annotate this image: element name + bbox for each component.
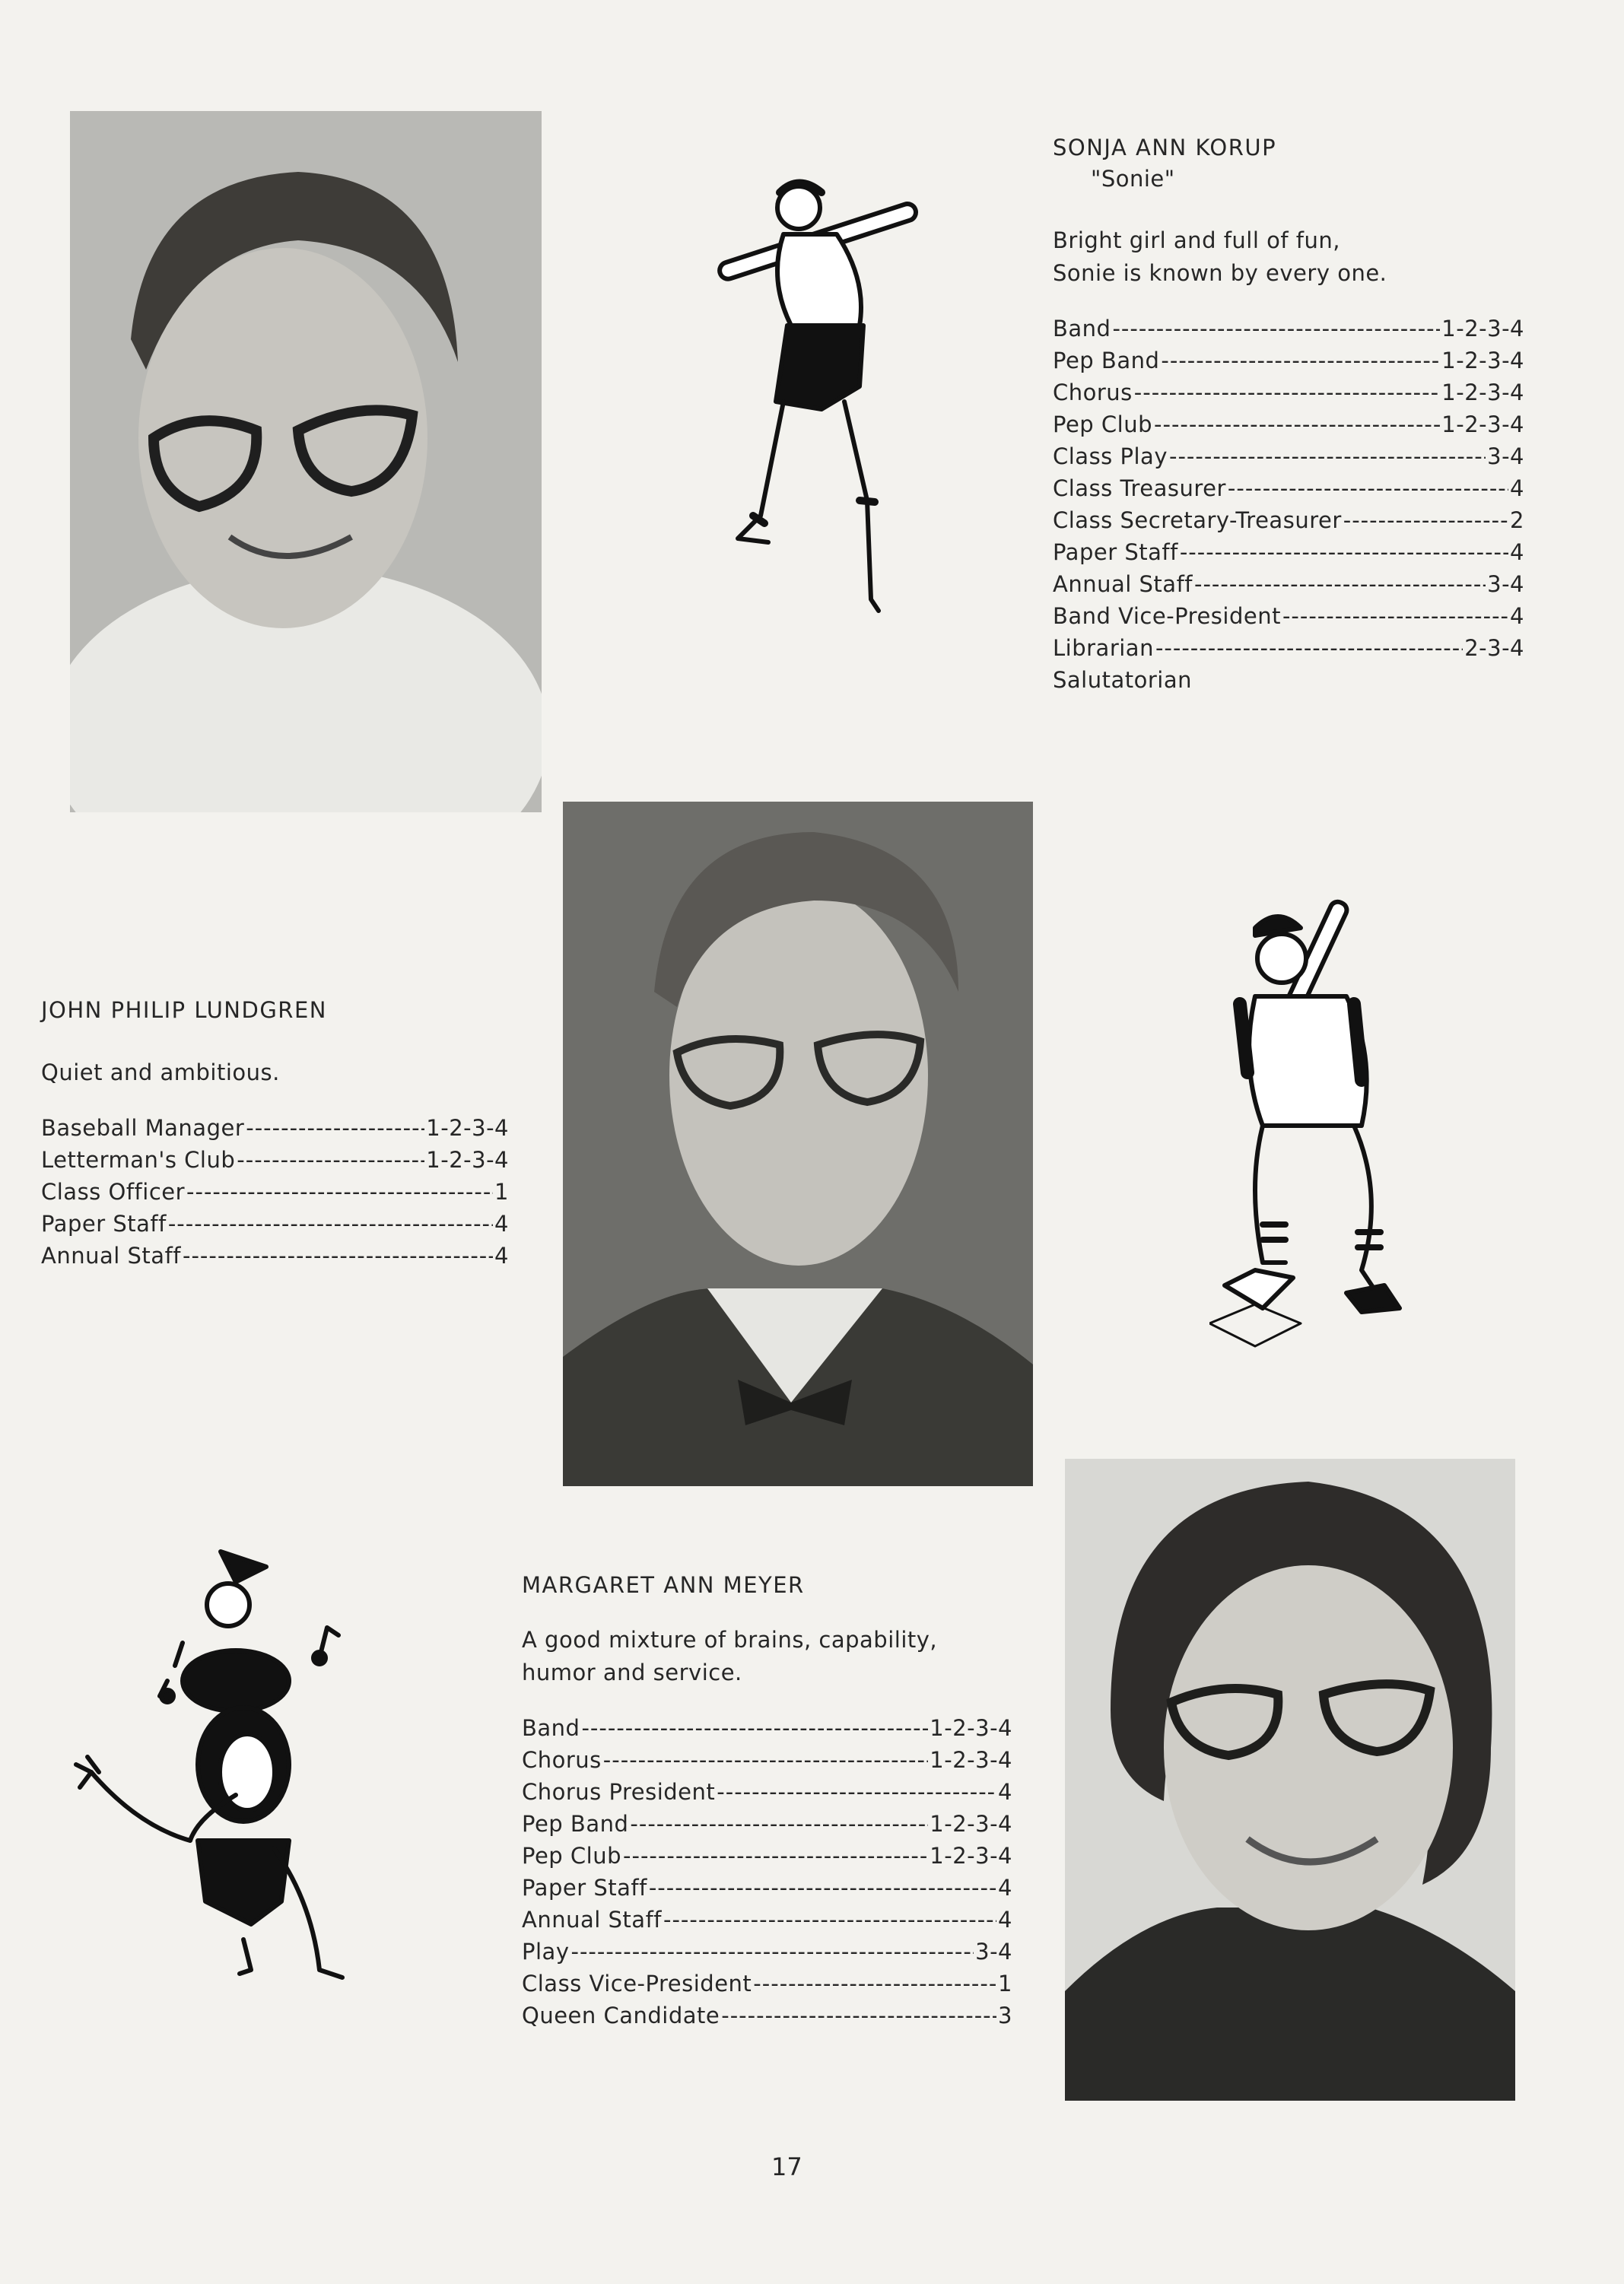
activity-row <box>522 1776 1012 1808</box>
student-blurb: Quiet and ambitious. <box>41 1059 280 1085</box>
activity-label: Chorus <box>1053 380 1133 405</box>
activity-row <box>41 1144 509 1176</box>
activity-row <box>41 1112 509 1144</box>
activity-row <box>522 1808 1012 1840</box>
page-number: 17 <box>771 2152 802 2181</box>
activity-label: Paper Staff <box>522 1875 647 1901</box>
activity-years: 1-2-3-4 <box>930 1843 1012 1869</box>
student-honor: Salutatorian <box>1053 667 1193 693</box>
activity-row <box>1053 600 1524 632</box>
activity-years: 4 <box>998 1779 1012 1805</box>
activity-label: Band <box>1053 316 1111 341</box>
portrait-sonja-korup <box>70 111 542 812</box>
activity-row <box>1053 376 1524 408</box>
activity-years: 1-2-3-4 <box>930 1715 1012 1741</box>
activity-label: Paper Staff <box>1053 539 1178 565</box>
activity-years: 4 <box>1510 475 1524 501</box>
activity-label: Class Officer <box>41 1179 186 1205</box>
activity-list <box>41 1112 509 1272</box>
activity-row <box>522 1840 1012 1872</box>
activity-years: 3-4 <box>1487 571 1524 597</box>
activity-years: 4 <box>998 1907 1012 1933</box>
activity-row <box>1053 440 1524 472</box>
activity-label: Paper Staff <box>41 1211 167 1237</box>
activity-years: 2-3-4 <box>1464 635 1524 661</box>
activity-years: 2 <box>1510 507 1524 533</box>
activity-label: Baseball Manager <box>41 1115 245 1141</box>
honor-row <box>1053 664 1524 696</box>
activity-label: Letterman's Club <box>41 1147 236 1173</box>
activity-row <box>522 2000 1012 2031</box>
student-blurb: A good mixture of brains, capability, humor and service. <box>522 1627 938 1685</box>
activity-years: 1 <box>494 1179 509 1205</box>
activity-row <box>41 1240 509 1272</box>
activity-row <box>41 1208 509 1240</box>
student-name: JOHN PHILIP LUNDGREN <box>41 997 327 1023</box>
activity-label: Pep Club <box>522 1843 622 1869</box>
activity-row <box>1053 313 1524 345</box>
activity-label: Class Secretary-Treasurer <box>1053 507 1342 533</box>
activity-list <box>1053 313 1524 696</box>
entry-sonja-korup <box>1053 132 1524 696</box>
activity-years: 1-2-3-4 <box>930 1811 1012 1837</box>
activity-years: 1-2-3-4 <box>1441 316 1524 341</box>
activity-years: 1-2-3-4 <box>1441 411 1524 437</box>
activity-years: 1-2-3-4 <box>426 1115 509 1141</box>
activity-row <box>522 1872 1012 1904</box>
activity-row <box>522 1904 1012 1936</box>
activity-years: 4 <box>494 1211 509 1237</box>
activity-label: Pep Band <box>1053 348 1160 373</box>
activity-row <box>41 1176 509 1208</box>
activity-row <box>522 1936 1012 1968</box>
student-nickname: "Sonie" <box>1091 166 1175 192</box>
cartoon-girl-batter <box>707 173 920 630</box>
activity-label: Class Treasurer <box>1053 475 1226 501</box>
activity-row <box>1053 568 1524 600</box>
activity-label: Play <box>522 1939 570 1965</box>
activity-label: Annual Staff <box>1053 571 1193 597</box>
cartoon-boy-batter <box>1209 897 1430 1361</box>
activity-years: 4 <box>998 1875 1012 1901</box>
activity-years: 1 <box>998 1971 1012 1997</box>
activity-years: 4 <box>1510 603 1524 629</box>
activity-row <box>1053 504 1524 536</box>
activity-years: 1-2-3-4 <box>1441 380 1524 405</box>
activity-label: Librarian <box>1053 635 1154 661</box>
activity-row <box>1053 472 1524 504</box>
activity-years: 1-2-3-4 <box>1441 348 1524 373</box>
activity-label: Queen Candidate <box>522 2003 720 2028</box>
portrait-john-lundgren <box>563 802 1033 1486</box>
activity-row <box>1053 408 1524 440</box>
entry-margaret-meyer <box>522 1569 1012 2031</box>
activity-years: 1-2-3-4 <box>930 1747 1012 1773</box>
activity-years: 4 <box>494 1243 509 1269</box>
entry-john-lundgren <box>41 994 509 1272</box>
activity-years: 1-2-3-4 <box>426 1147 509 1173</box>
portrait-margaret-meyer <box>1065 1459 1515 2101</box>
activity-list <box>522 1712 1012 2031</box>
activity-label: Class Play <box>1053 443 1168 469</box>
activity-label: Chorus <box>522 1747 602 1773</box>
activity-row <box>522 1744 1012 1776</box>
activity-row <box>522 1712 1012 1744</box>
activity-label: Annual Staff <box>522 1907 662 1933</box>
student-blurb: Bright girl and full of fun, Sonie is known by every one. <box>1053 227 1387 286</box>
activity-years: 4 <box>1510 539 1524 565</box>
student-name: MARGARET ANN MEYER <box>522 1572 805 1598</box>
activity-row <box>522 1968 1012 2000</box>
student-name: SONJA ANN KORUP <box>1053 135 1277 160</box>
activity-row <box>1053 536 1524 568</box>
cartoon-singing-girl <box>46 1544 365 1993</box>
activity-label: Class Vice-President <box>522 1971 752 1997</box>
activity-row <box>1053 345 1524 376</box>
activity-label: Chorus President <box>522 1779 716 1805</box>
activity-label: Pep Club <box>1053 411 1153 437</box>
activity-label: Band Vice-President <box>1053 603 1281 629</box>
activity-label: Pep Band <box>522 1811 629 1837</box>
activity-years: 3-4 <box>975 1939 1012 1965</box>
activity-label: Annual Staff <box>41 1243 181 1269</box>
activity-years: 3-4 <box>1487 443 1524 469</box>
activity-label: Band <box>522 1715 580 1741</box>
activity-years: 3 <box>998 2003 1012 2028</box>
activity-row <box>1053 632 1524 664</box>
